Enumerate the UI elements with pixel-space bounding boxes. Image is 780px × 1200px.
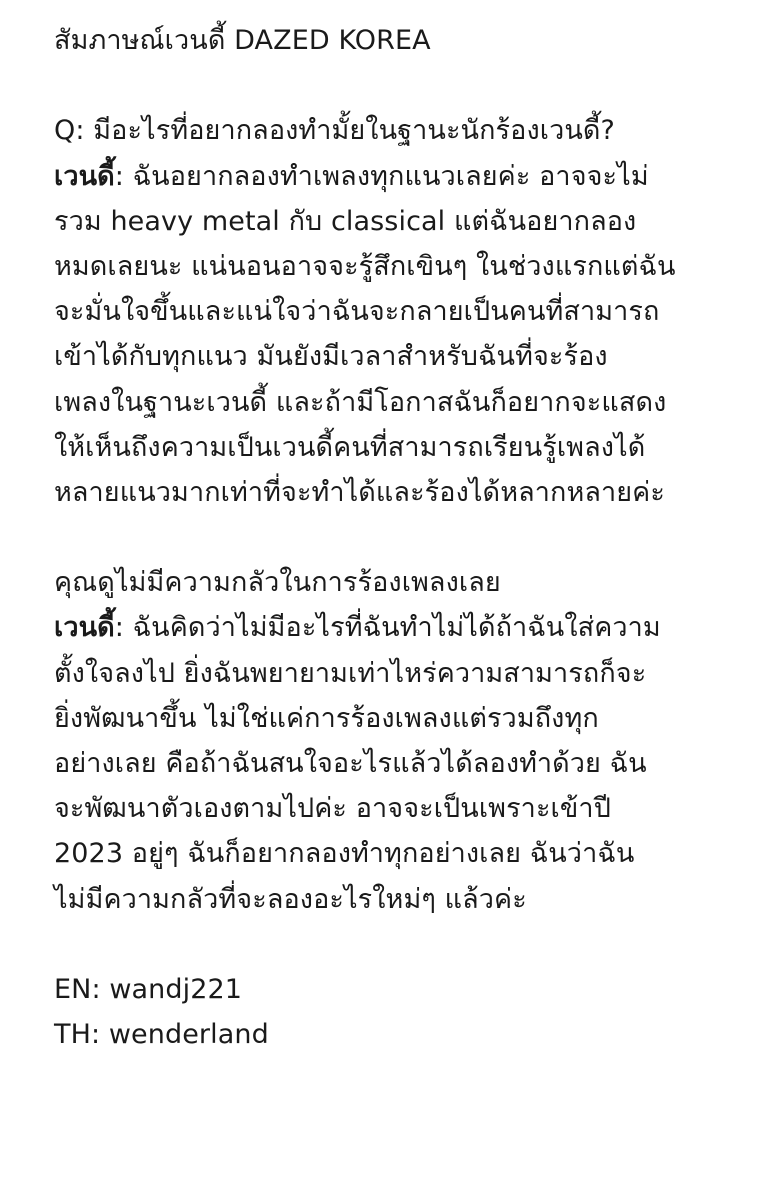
answer-text: : ฉันคิดว่าไม่มีอะไรที่ฉันทำไม่ได้ถ้าฉันใส่ความ xyxy=(114,612,661,644)
interview-text xyxy=(54,18,754,1057)
speaker-name: เวนดี้ xyxy=(54,612,115,644)
page-title: สัมภาษณ์เวนดี้ DAZED KOREA xyxy=(54,25,431,56)
answer-1-line-7: ให้เห็นถึงความเป็นเวนดี้คนที่สามารถเรียนรู้เพลงได้ xyxy=(54,431,646,463)
answer-1-line-6: เพลงในฐานะเวนดี้ และถ้ามีโอกาสฉันก็อยากจะแสดง xyxy=(54,386,667,418)
answer-2-line-1 xyxy=(54,605,754,650)
credit-en: EN: wandj221 xyxy=(54,973,243,1005)
blank-line xyxy=(54,922,754,967)
answer-2-line-4: อย่างเลย คือถ้าฉันสนใจอะไรแล้วได้ลองทำด้วย ฉัน xyxy=(54,748,647,779)
speaker-name: เวนดี้ xyxy=(54,160,115,192)
answer-1-line-4: จะมั่นใจขึ้นและแน่ใจว่าฉันจะกลายเป็นคนที่สามารถ xyxy=(54,296,660,328)
answer-2-line-6: 2023 อยู่ๆ ฉันก็อยากลองทำทุกอย่างเลย ฉันว่าฉัน xyxy=(54,838,635,870)
answer-text: : ฉันอยากลองทำเพลงทุกแนวเลยค่ะ อาจจะไม่ xyxy=(114,160,649,192)
blank-line xyxy=(54,515,754,560)
question-2: คุณดูไม่มีความกลัวในการร้องเพลงเลย xyxy=(54,567,501,599)
answer-2-line-2: ตั้งใจลงไป ยิ่งฉันพยายามเท่าไหร่ความสามารถก็จะ xyxy=(54,657,647,689)
answer-1-line-2: รวม heavy metal กับ classical แต่ฉันอยากลอง xyxy=(54,205,637,237)
answer-2-line-7: ไม่มีความกลัวที่จะลองอะไรใหม่ๆ แล้วค่ะ xyxy=(54,883,527,915)
answer-1-line-3: หมดเลยนะ แน่นอนอาจจะรู้สึกเขินๆ ในช่วงแรกแต่ฉัน xyxy=(54,250,676,282)
question-1: Q: มีอะไรที่อยากลองทำมั้ยในฐานะนักร้องเวนดี้? xyxy=(54,115,615,147)
answer-1-line-5: เข้าได้กับทุกแนว มันยังมีเวลาสำหรับฉันที่จะร้อง xyxy=(54,341,608,373)
blank-line xyxy=(54,63,754,108)
answer-1-line-1 xyxy=(54,154,754,199)
answer-1-line-8: หลายแนวมากเท่าที่จะทำได้และร้องได้หลากหลายค่ะ xyxy=(54,476,665,508)
answer-2-line-5: จะพัฒนาตัวเองตามไปค่ะ อาจจะเป็นเพราะเข้าปี xyxy=(54,793,611,825)
answer-2-line-3: ยิ่งพัฒนาขึ้น ไม่ใช่แค่การร้องเพลงแต่รวมถึงทุก xyxy=(54,702,599,734)
credit-th: TH: wenderland xyxy=(54,1019,269,1051)
